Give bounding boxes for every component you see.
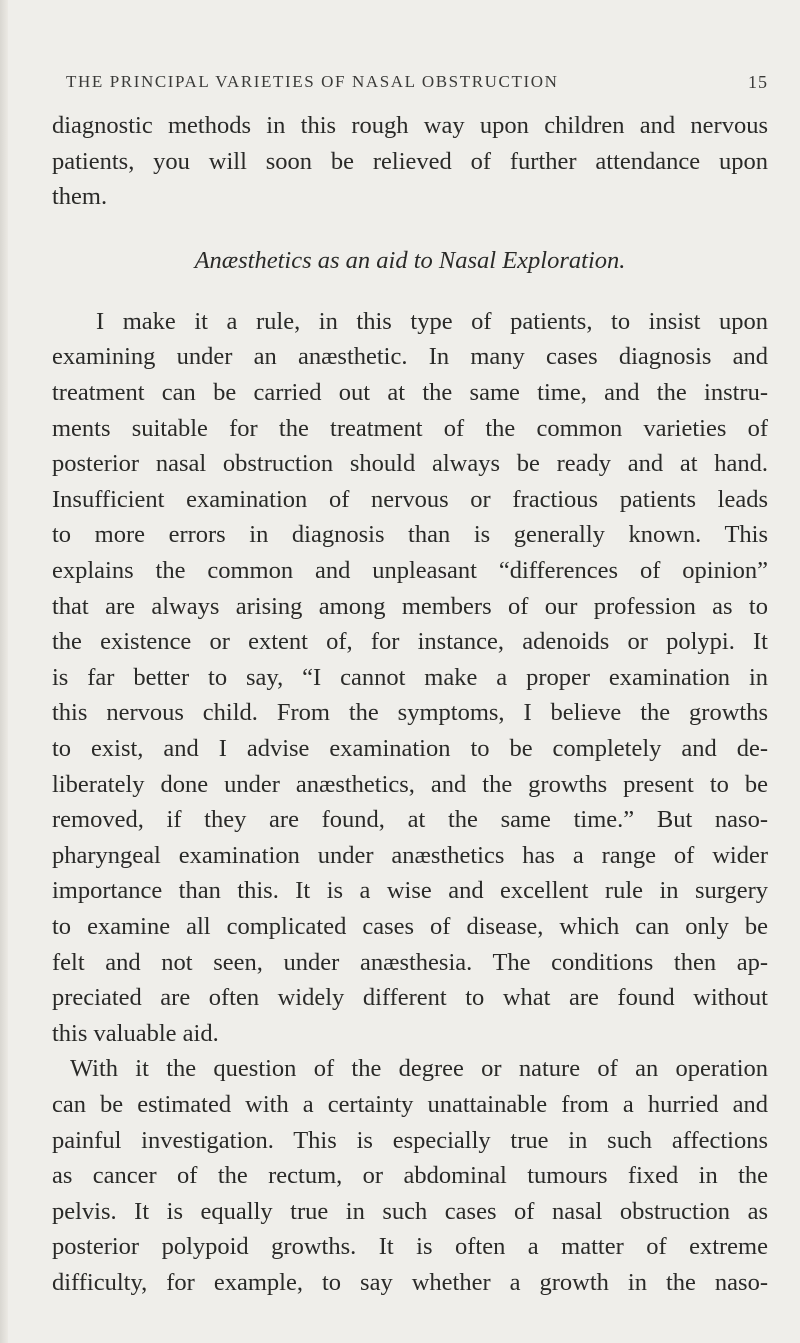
- text-line: this valuable aid.: [52, 1019, 219, 1047]
- text-line: felt and not seen, under anæsthesia. The conditions then ap-: [52, 948, 768, 976]
- text-line: is far better to say, “I cannot make a proper examination in: [52, 663, 768, 691]
- text-line: difficulty, for example, to say whether a growth in the naso-: [52, 1269, 768, 1296]
- text-line: posterior polypoid growths. It is often a matter of extreme: [52, 1233, 768, 1261]
- text-line: can be estimated with a certainty unattainable from a hurried and: [52, 1091, 768, 1118]
- text-line: liberately done under anæsthetics, and the growths present to be: [52, 770, 768, 798]
- text-line: pelvis. It is equally true in such cases of nasal obstruction as: [52, 1197, 768, 1225]
- text-line: I make it a rule, in this type of patients, to insist upon: [96, 307, 768, 335]
- text-line: diagnostic methods in this rough way upon children and nervous: [52, 112, 768, 139]
- text-line: examining under an anæsthetic. In many cases diagnosis and: [52, 343, 768, 371]
- page-number: 15: [748, 72, 768, 92]
- text-line: that are always arising among members of our profession as to: [52, 592, 768, 620]
- text-line: painful investigation. This is especially true in such affections: [52, 1126, 768, 1154]
- running-title: THE PRINCIPAL VARIETIES OF NASAL OBSTRUCTION: [66, 72, 559, 91]
- text-line: as cancer of the rectum, or abdominal tumours fixed in the: [52, 1162, 768, 1190]
- text-line: Insufficient examination of nervous or fractious patients leads: [52, 485, 768, 513]
- text-line: this nervous child. From the symptoms, I believe the growths: [52, 699, 768, 727]
- text-line: to examine all complicated cases of disease, which can only be: [52, 913, 768, 940]
- text-line: importance than this. It is a wise and excellent rule in surgery: [52, 877, 768, 905]
- text-line: preciated are often widely different to what are found without: [52, 984, 768, 1012]
- text-line: ments suitable for the treatment of the common varieties of: [52, 414, 768, 442]
- text-line: to more errors in diagnosis than is generally known. This: [52, 521, 768, 549]
- text-line: removed, if they are found, at the same time.” But naso-: [52, 806, 768, 834]
- text-line: to exist, and I advise examination to be completely and de-: [52, 735, 768, 762]
- text-line: patients, you will soon be relieved of further attendance upon: [52, 147, 768, 175]
- text-line: the existence or extent of, for instance, adenoids or polypi. It: [52, 628, 768, 656]
- running-head: [66, 72, 768, 100]
- section-heading: Anæsthetics as an aid to Nasal Exploration.: [194, 247, 626, 275]
- text-line: posterior nasal obstruction should always be ready and at hand.: [52, 450, 768, 478]
- text-line: them.: [52, 183, 108, 211]
- text-line: With it the question of the degree or nature of an operation: [70, 1055, 768, 1083]
- text-line: treatment can be carried out at the same time, and the instru-: [52, 379, 768, 406]
- text-line: pharyngeal examination under anæsthetics has a range of wider: [52, 841, 768, 869]
- text-line: explains the common and unpleasant “differences of opinion”: [52, 557, 768, 584]
